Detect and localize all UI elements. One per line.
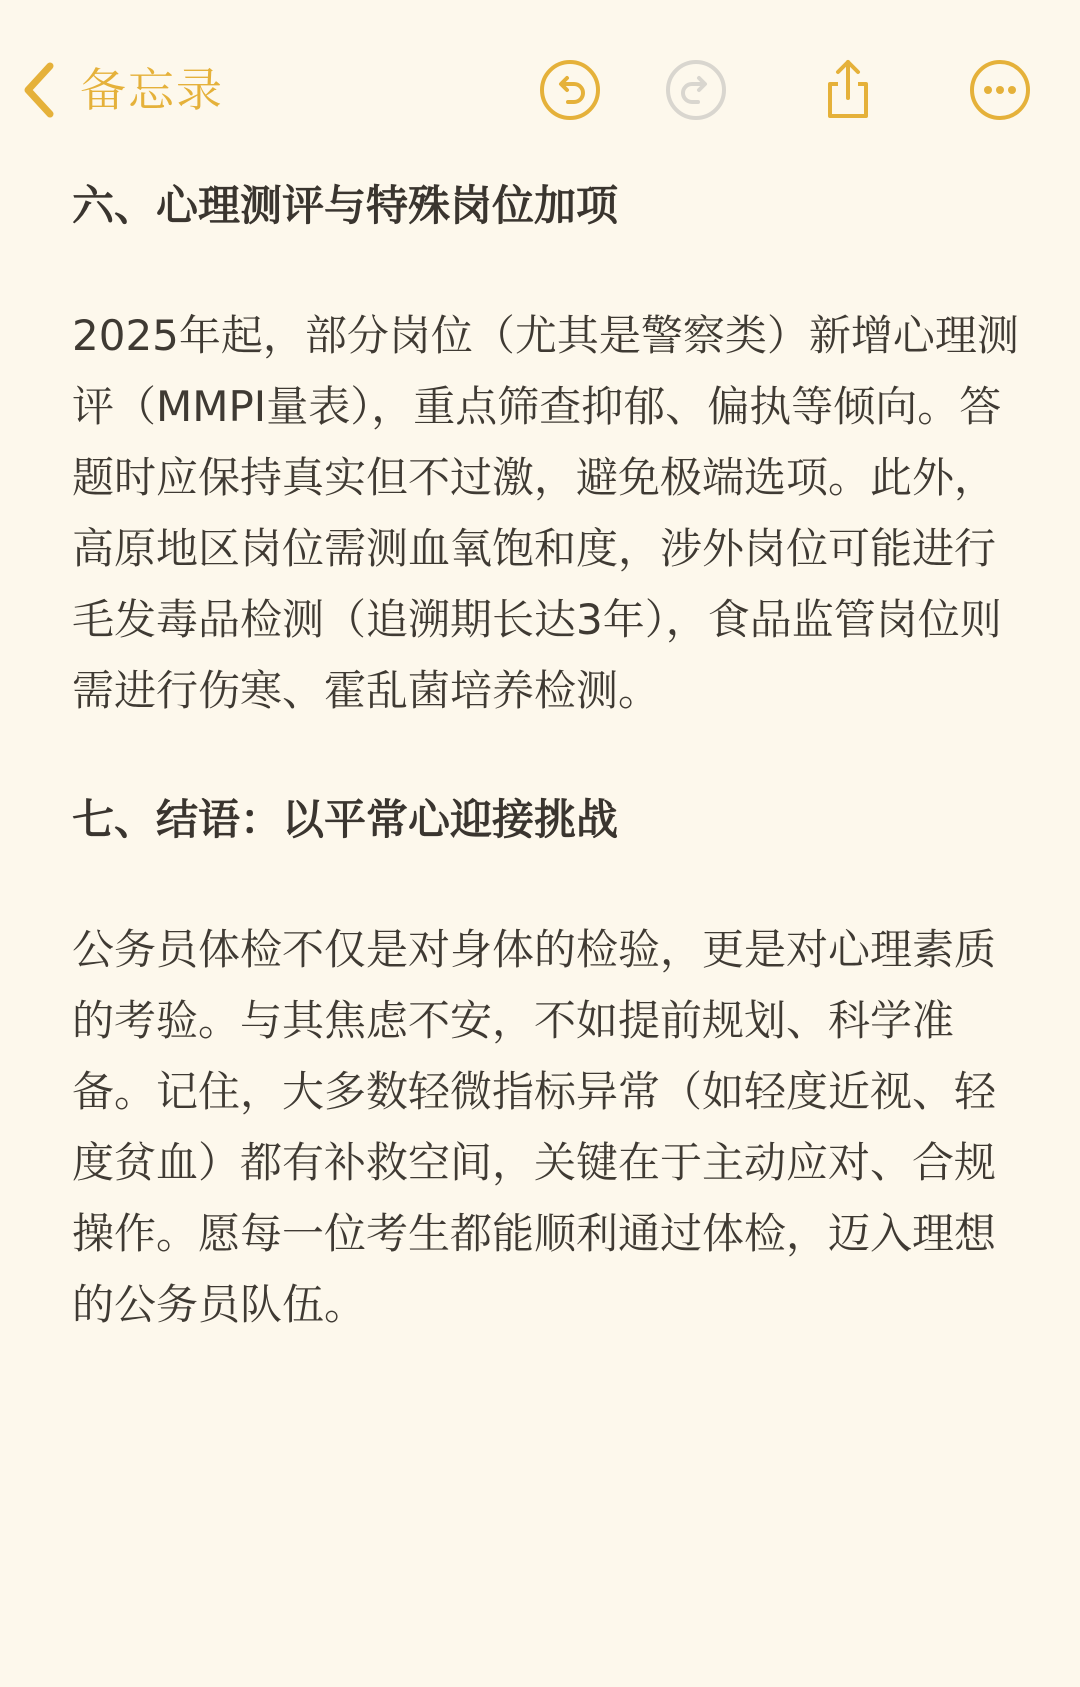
share-icon [816,58,880,122]
redo-icon [664,58,728,122]
section-seven-heading: 七、结语：以平常心迎接挑战 [72,795,619,844]
navigation-bar [0,0,1080,180]
chevron-left-icon [22,60,56,120]
back-button[interactable] [22,55,224,125]
share-button[interactable] [816,58,880,122]
more-button[interactable] [968,58,1032,122]
section-six-heading: 六、心理测评与特殊岗位加项 [72,181,619,230]
undo-button[interactable] [538,58,602,122]
more-icon [968,58,1032,122]
section-six-paragraph: 2025年起，部分岗位（尤其是警察类）新增心理测评（MMPI量表），重点筛查抑郁、偏执等倾向。答题时应保持真实但不过激，避免极端选项。此外，高原地区岗位需测血氧饱和度，涉外岗位可能进行毛发毒品检测（追溯期长达3年），食品监管岗位则需进行伤寒、霍乱菌培养检测。 [72,311,1019,715]
note-body[interactable] [72,170,1022,1340]
section-seven-paragraph: 公务员体检不仅是对身体的检验，更是对心理素质的考验。与其焦虑不安，不如提前规划、科学准备。记住，大多数轻微指标异常（如轻度近视、轻度贫血）都有补救空间，关键在于主动应对、合规操作。愿每一位考生都能顺利通过体检，迈入理想的公务员队伍。 [72,925,997,1329]
redo-button[interactable] [664,58,728,122]
back-label: 备忘录 [80,63,224,117]
undo-icon [538,58,602,122]
